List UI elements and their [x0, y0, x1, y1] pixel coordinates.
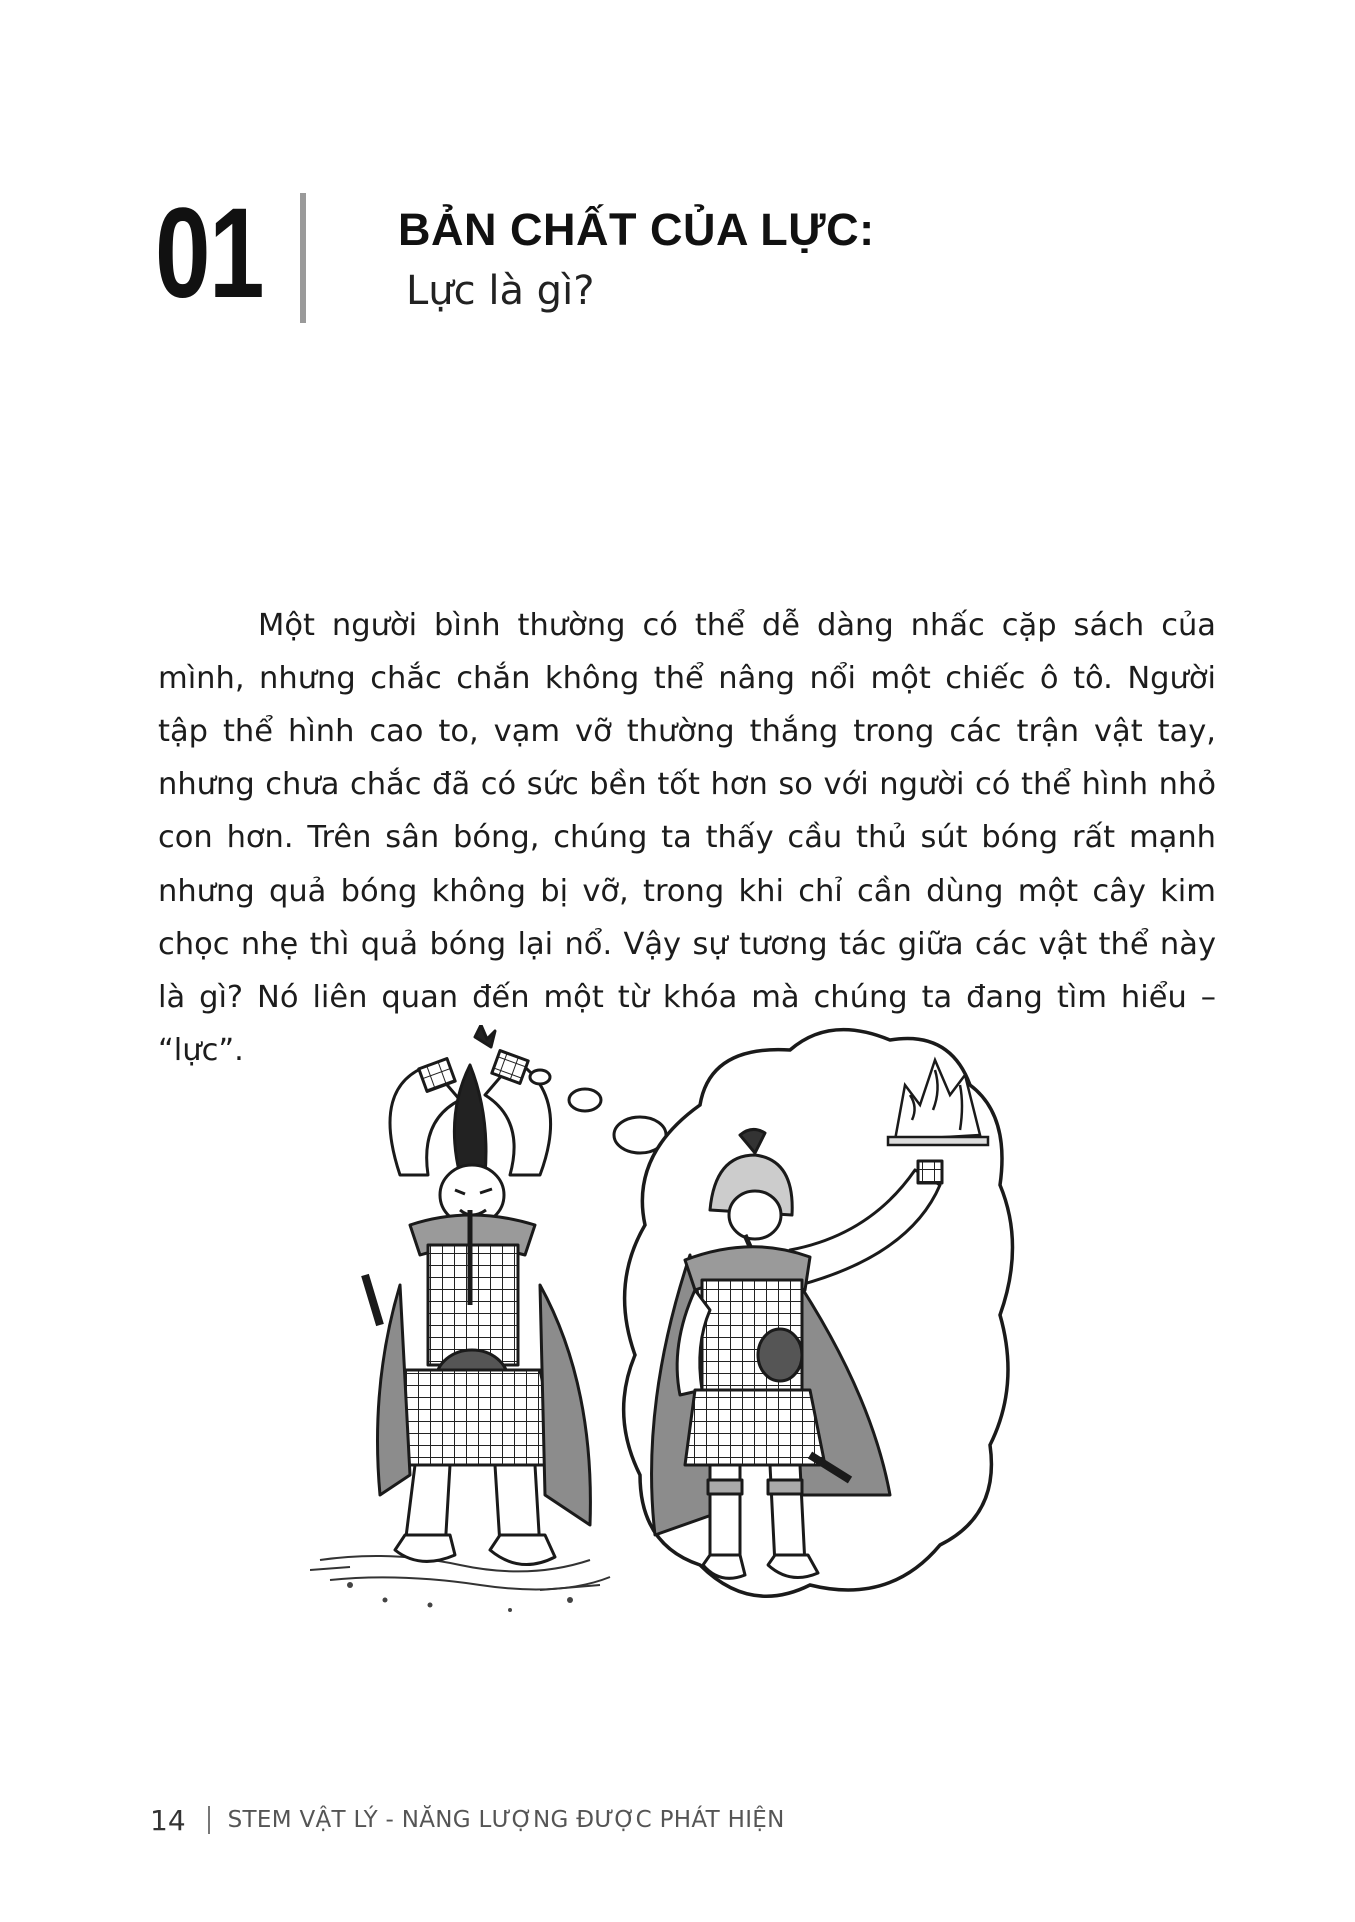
ground-debris [310, 1556, 610, 1590]
chapter-divider [300, 193, 306, 323]
chapter-title: BẢN CHẤT CỦA LỰC: [398, 204, 875, 255]
chapter-subtitle: Lực là gì? [406, 268, 595, 314]
book-title: STEM VẬT LÝ - NĂNG LƯỢNG ĐƯỢC PHÁT HIỆN [227, 1807, 785, 1833]
footer-divider [208, 1806, 210, 1834]
page-footer [150, 1805, 785, 1835]
body-paragraph: Một người bình thường có thể dễ dàng nhấc cặp sách của mình, nhưng chắc chắn không thể nâng nổi một chiếc ô tô. Người tập thể hình cao to, vạm vỡ thường thắng trong các trận vật tay, nhưng chưa chắc đã có sức bền tốt hơn so với người có thể hình nhỏ con hơn. Trên sân bóng, chúng ta thấy cầu thủ sút bóng rất mạnh nhưng quả bóng không bị vỡ, trong khi chỉ cần dùng một cây kim chọc nhẹ thì quả bóng lại nổ. Vậy sự tương tác giữa các vật thể này là gì? Nó liên quan đến một từ khóa mà chúng ta đang tìm hiểu – “lực”. [158, 607, 1216, 1069]
straining-warrior [365, 1025, 590, 1565]
page-number: 14 [150, 1803, 186, 1837]
chapter-number: 01 [155, 182, 263, 325]
warrior-illustration [310, 1025, 1030, 1625]
